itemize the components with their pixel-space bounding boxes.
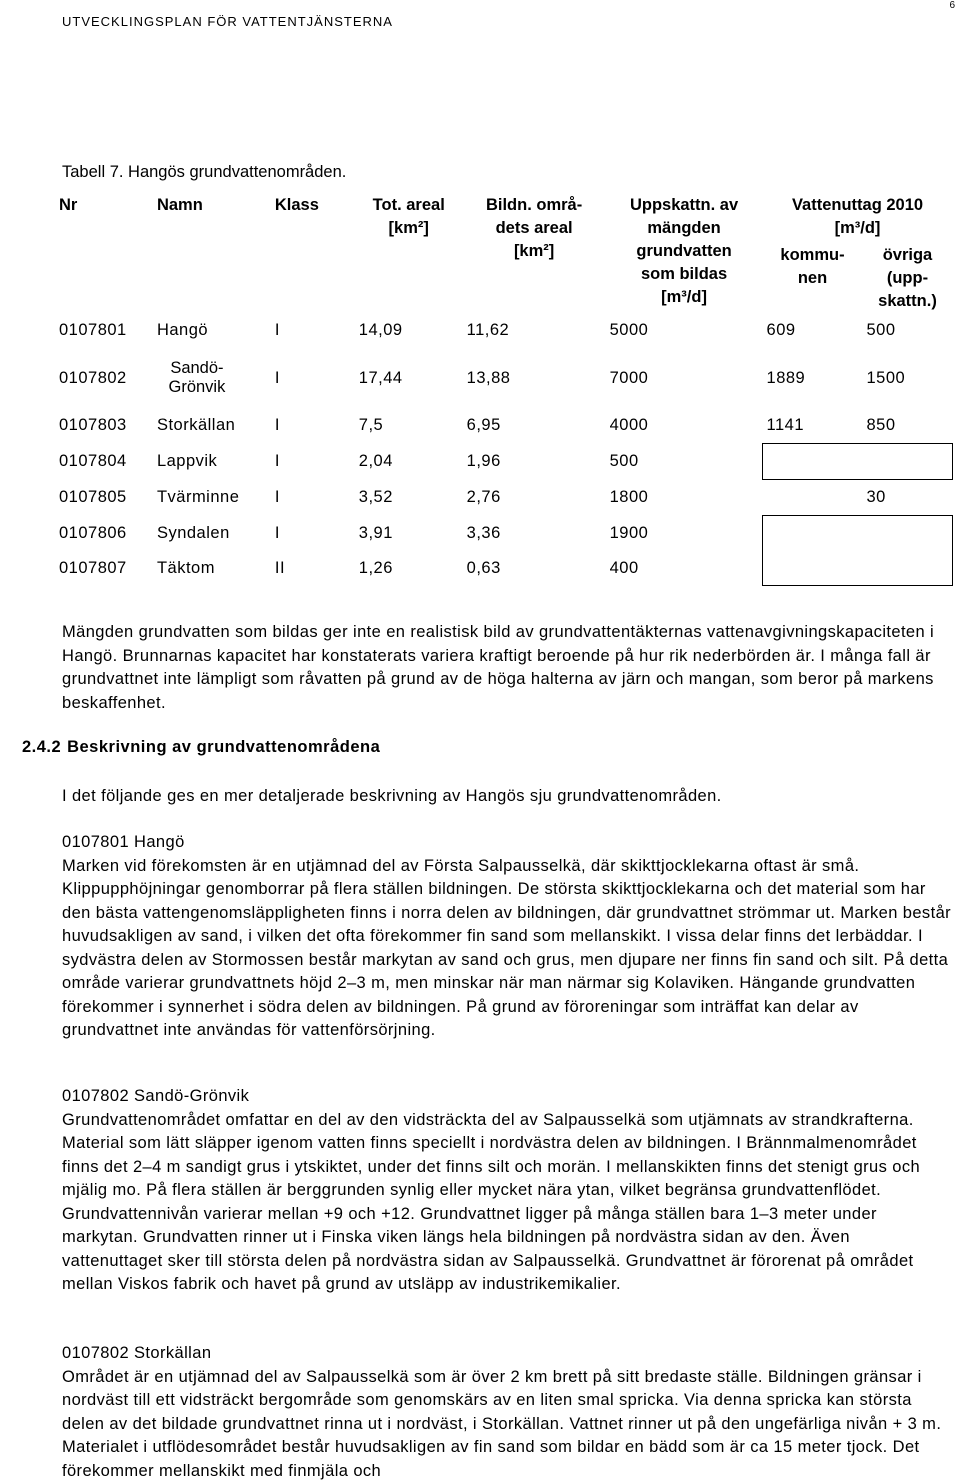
table-row [55,444,953,480]
cell-bildn: 2,76 [463,480,606,516]
col-uppskattn-unit: [m³/d] [661,288,707,306]
section-number: 2.4.2 [22,738,62,757]
cell-namn-text: Sandö-Grönvik [157,359,237,397]
area-block [62,831,952,1043]
cell-ovriga: 1500 [862,348,952,408]
cell-namn: Syndalen [153,516,271,551]
table-row [55,313,953,348]
cell-namn: Storkällan [153,408,271,444]
cell-klass: I [271,480,355,516]
table-row [55,408,953,444]
cell-bildn: 11,62 [463,313,606,348]
page-number: 6 [949,0,955,11]
cell-empty-box [763,516,953,586]
cell-upp: 500 [606,444,763,480]
col-tot-areal-label: Tot. areal [373,196,445,214]
cell-ovriga: 850 [862,408,952,444]
area-body: Området är en utjämnad del av Salpausselkä som är över 2 km brett på sitt bredaste ställe. Bildningen gränsar i nordväst till ett vidsträckt bergområde som genomskärs av en liten smal spricka. Via denna spricka kan största delen av det bildade grundvattnet rinna ut i nordväst, i Storkällan. Vattnet rinner ut på den ungefärliga nivån + 3 m. Materialet i utflödesområdet består huvudsakligen av fin sand som bildar en bädd som är ca 15 meter tjock. Det förekommer mellanskikt med finmjäla och [62,1366,952,1483]
cell-nr: 0107807 [55,551,153,586]
cell-kommun: 609 [763,313,863,348]
col-ovriga-label: övriga (upp-skattn.) [877,244,937,313]
area-block [62,1342,952,1483]
col-kommunen-label: kommu-nen [778,244,848,290]
cell-upp: 1800 [606,480,763,516]
cell-tot: 14,09 [355,313,463,348]
col-vattenuttag-label: Vattenuttag 2010 [792,196,923,214]
cell-klass: I [271,348,355,408]
col-bildn-areal-label: Bildn. områ-dets areal [475,194,593,240]
cell-kommun [763,480,863,516]
col-bildn-areal [463,190,606,313]
col-kommunen [763,240,863,313]
table-caption: Tabell 7. Hangös grundvattenområden. [62,163,346,182]
cell-bildn: 6,95 [463,408,606,444]
table-row [55,348,953,408]
cell-nr: 0107802 [55,348,153,408]
cell-tot: 17,44 [355,348,463,408]
cell-klass: I [271,444,355,480]
table-row [55,516,953,551]
cell-kommun: 1141 [763,408,863,444]
cell-nr: 0107804 [55,444,153,480]
cell-tot: 3,52 [355,480,463,516]
cell-namn: Täktom [153,551,271,586]
cell-upp: 1900 [606,516,763,551]
col-klass: Klass [271,190,355,313]
cell-upp: 4000 [606,408,763,444]
col-tot-areal-unit: [km²] [389,219,429,237]
cell-klass: I [271,408,355,444]
col-ovriga [862,240,952,313]
table-row [55,480,953,516]
cell-nr: 0107805 [55,480,153,516]
cell-ovriga: 30 [862,480,952,516]
area-heading: 0107801 Hangö [62,831,952,855]
col-vattenuttag [763,190,953,240]
cell-klass: I [271,313,355,348]
cell-tot: 1,26 [355,551,463,586]
area-heading: 0107802 Sandö-Grönvik [62,1085,952,1109]
cell-klass: I [271,516,355,551]
running-header: UTVECKLINGSPLAN FÖR VATTENTJÄNSTERNA [62,14,393,29]
cell-upp: 7000 [606,348,763,408]
cell-upp: 5000 [606,313,763,348]
area-body: Marken vid förekomsten är en utjämnad del av Första Salpausselkä, där skikttjocklekarna oftast är små. Klippupphöjningar genomborrar på flera ställen bildningen. De största skikttjocklekarna och det material som har den bästa vattengenomsläppligheten finns i norra delen av bildningen, där grundvattnet strömmar ut. Marken består huvudsakligen av sand, i vilken det ofta förekommer fin sand som mellanskikt. I vissa delar finns det lerbäddar. I sydvästra delen av Stormossen består markytan av sand och grus, men djupare ner finns fin sand och silt. På detta område varierar grundvattnets höjd 2–3 m, men minskar när man närmar sig Kolaviken. Hängande grundvatten förekommer i synnerhet i södra delen av bildningen. På grund av föroreningar som inträffat kan delar av grundvattnet inte användas för vattenförsörjning. [62,855,952,1043]
col-uppskattn-label: Uppskattn. av mängden grundvatten som bildas [620,194,748,286]
cell-tot: 2,04 [355,444,463,480]
cell-ovriga: 500 [862,313,952,348]
cell-bildn: 3,36 [463,516,606,551]
intro-text: I det följande ges en mer detaljerade beskrivning av Hangös sju grundvattenområden. [62,785,952,809]
area-body: Grundvattenområdet omfattar en del av den vidsträckta del av Salpausselkä som utjämnats av strandkrafterna. Material som lätt släpper igenom vatten finns speciellt i nordvästra delen av bildningen. I Brännmalmenområdet finns det 2–4 m sandigt grus i ytskiktet, under det finns silt och morän. I mellanskikten finns det stenigt grus och mjälig mo. På flera ställen är berggrunden synlig eller mycket nära ytan, vilket begränsa grundvattenflödet. Grundvattennivån varierar mellan +9 och +12. Grundvattnet ligger på många ställen bara 1–3 meter under markytan. Grundvatten rinner ut i Finska viken längs hela bildningen på nordvästra sidan av den. Även vattenuttaget sker till största delen på nordvästra sidan av Salpausselkä. Grundvattnet är förorenat på området mellan Viskos fabrik och havet på grund av utsläpp av industrikemikalier. [62,1109,952,1297]
cell-bildn: 13,88 [463,348,606,408]
cell-bildn: 1,96 [463,444,606,480]
cell-nr: 0107806 [55,516,153,551]
cell-nr: 0107801 [55,313,153,348]
area-block [62,1085,952,1297]
cell-bildn: 0,63 [463,551,606,586]
cell-upp: 400 [606,551,763,586]
groundwater-table [55,190,953,586]
col-tot-areal [355,190,463,313]
cell-tot: 7,5 [355,408,463,444]
col-bildn-areal-unit: [km²] [514,242,554,260]
note-paragraph [62,621,952,715]
cell-tot: 3,91 [355,516,463,551]
section-title: Beskrivning av grundvattenområdena [67,738,380,756]
col-namn: Namn [153,190,271,313]
cell-kommun: 1889 [763,348,863,408]
cell-nr: 0107803 [55,408,153,444]
cell-namn: Hangö [153,313,271,348]
section-heading [22,738,380,757]
cell-namn [153,348,271,408]
cell-namn: Tvärminne [153,480,271,516]
col-uppskattn [606,190,763,313]
cell-namn: Lappvik [153,444,271,480]
col-vattenuttag-unit: [m³/d] [835,219,881,237]
col-nr: Nr [55,190,153,313]
cell-empty-box [763,444,953,480]
intro-paragraph [62,785,952,809]
cell-klass: II [271,551,355,586]
note-text: Mängden grundvatten som bildas ger inte en realistisk bild av grundvattentäkternas vattenavgivningskapaciteten i Hangö. Brunnarnas kapacitet har konstaterats variera kraftigt beroende på hur rik nederbörden är. I många fall är grundvattnet inte lämpligt som råvatten på grund av de höga halterna av järn och mangan, som beror på markens beskaffenhet. [62,621,952,715]
area-heading: 0107802 Storkällan [62,1342,952,1366]
